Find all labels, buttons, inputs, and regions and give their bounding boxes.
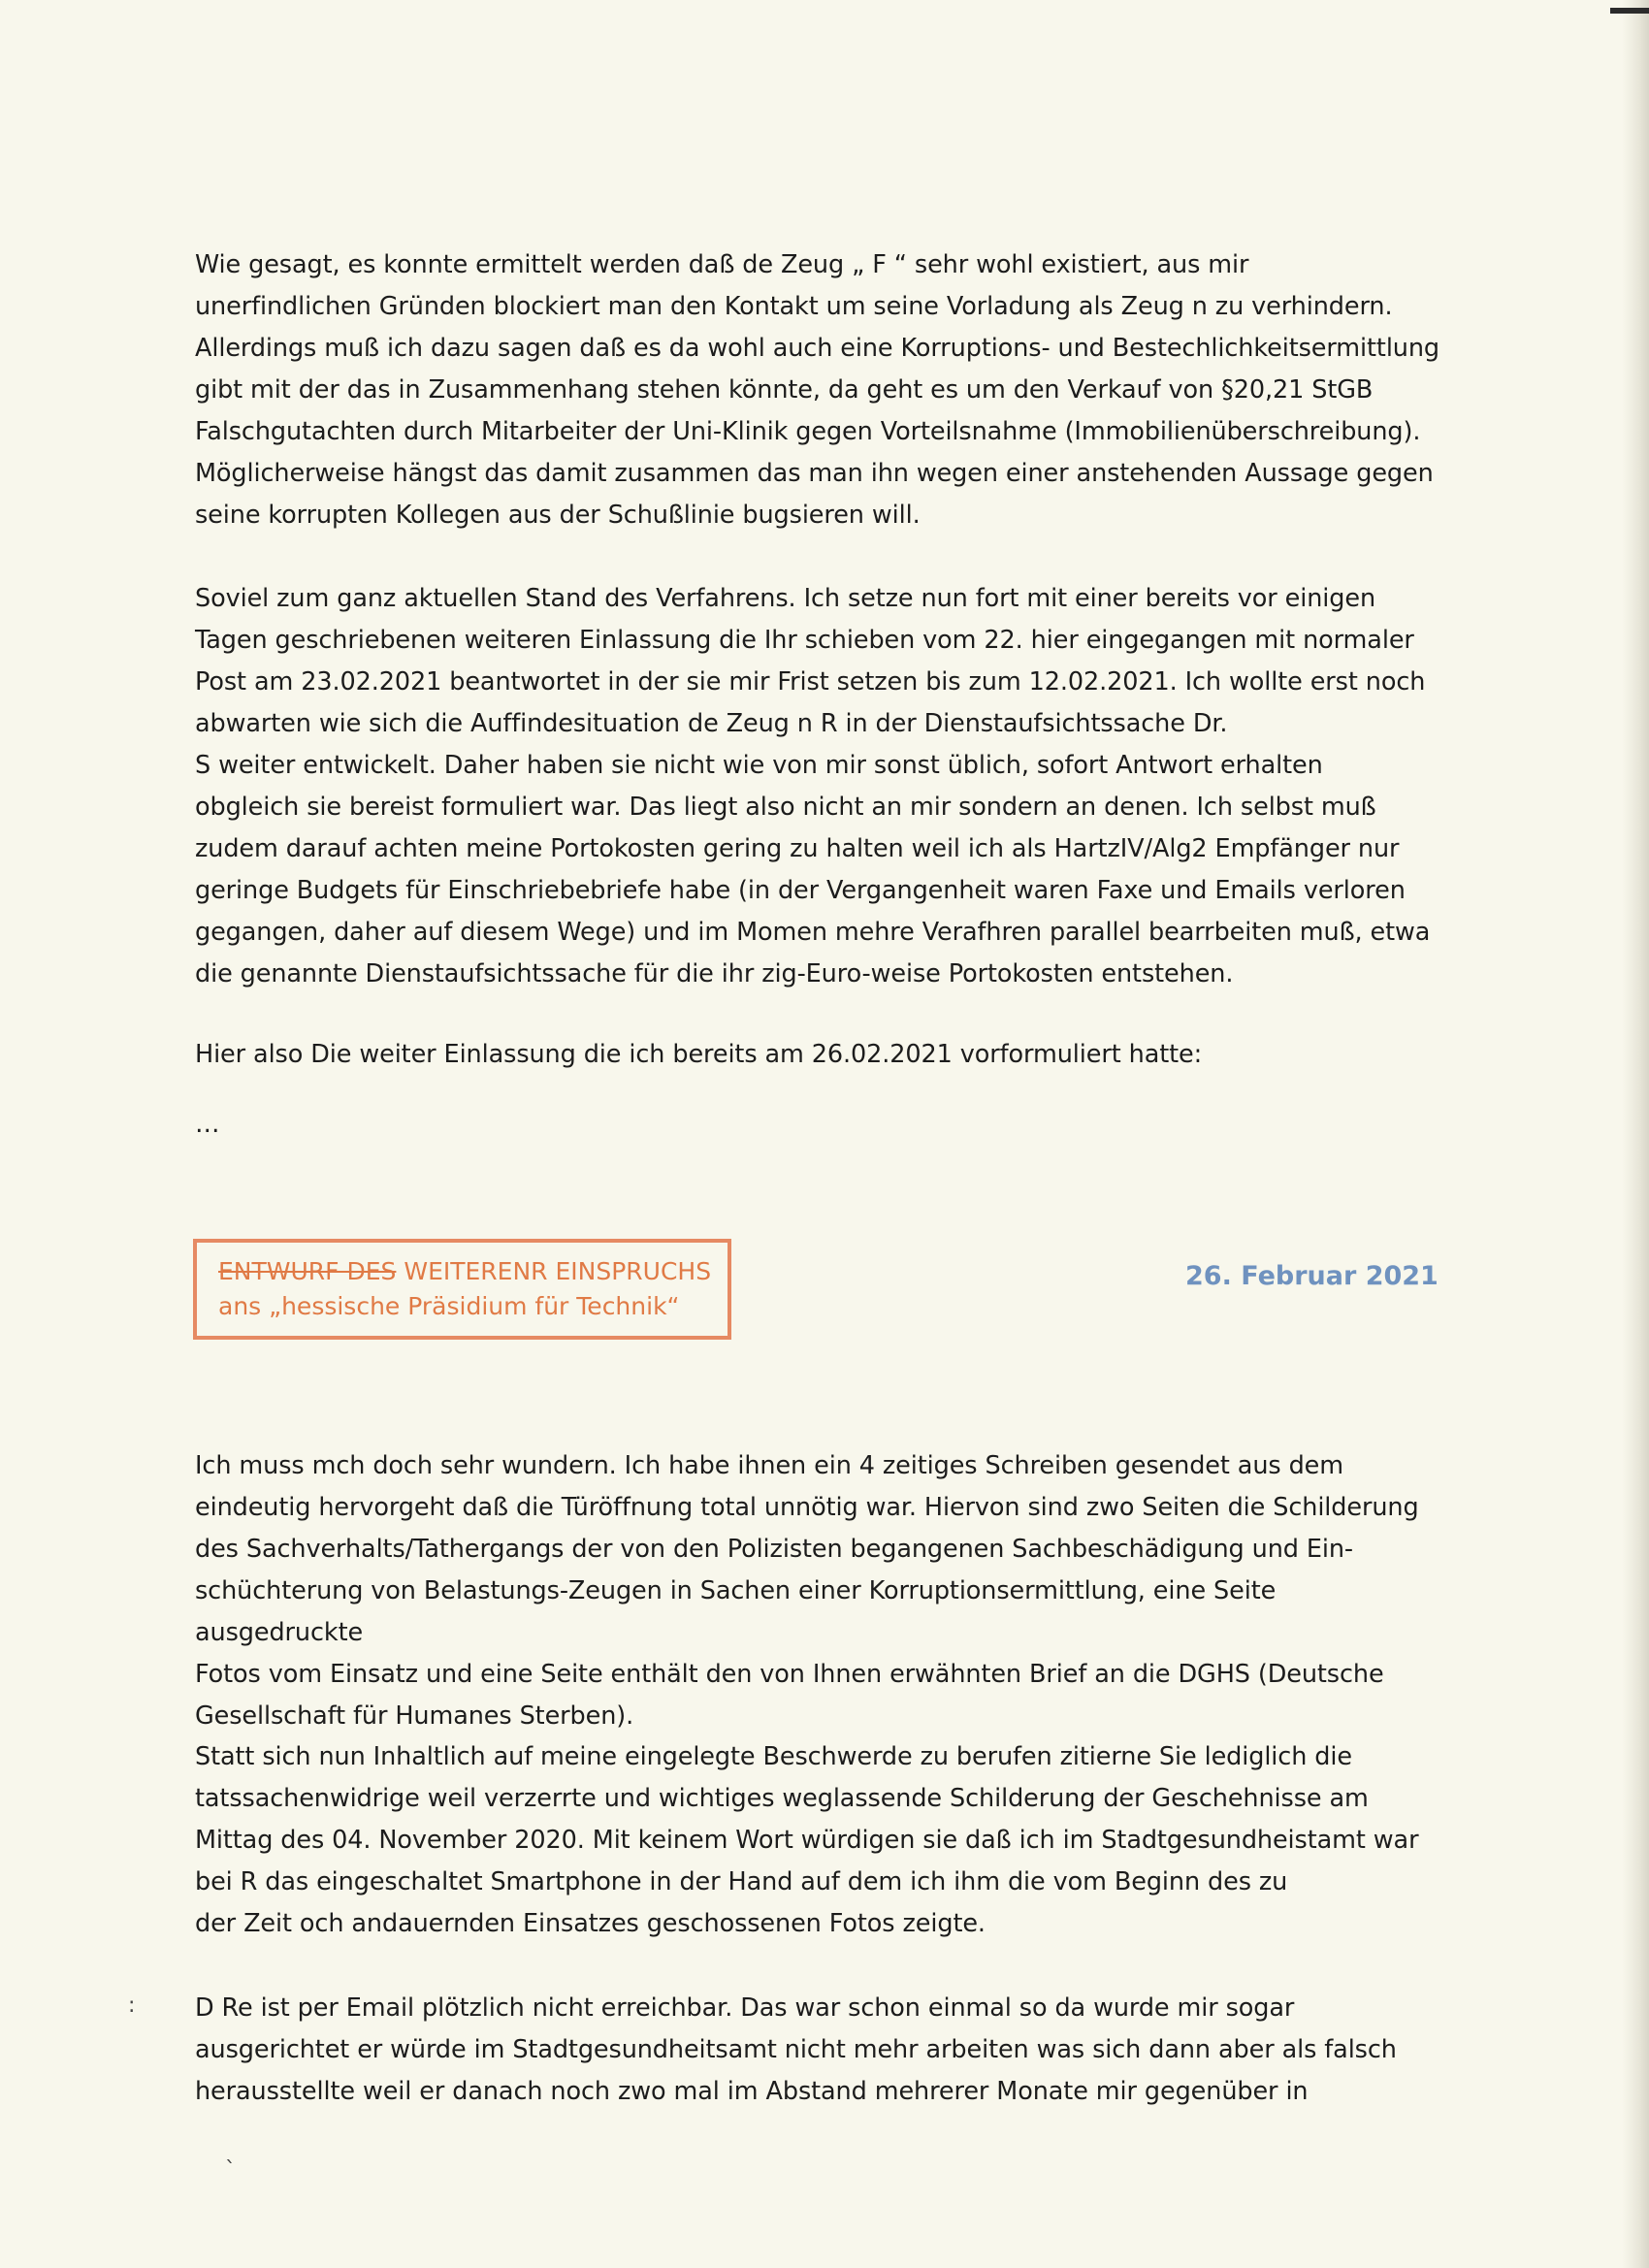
paragraph-5: Statt sich nun Inhaltlich auf meine eingelegte Beschwerde zu berufen zitierne Sie lediglich die tatssachenwidrige weil verzerrte und wichtiges weglassende Schilderung der Geschehnisse am Mittag des 04. November 2020. Mit keinem Wort würdigen sie daß ich im Stadtgesundheistamt war bei R das eingeschaltet Smartphone in der Hand auf dem ich ihm die vom Beginn des zu der Zeit och andauernden Einsatzes geschossenen Fotos zeigte. — [195, 1742, 1419, 1938]
paragraph-4: Ich muss mch doch sehr wundern. Ich habe ihnen ein 4 zeitiges Schreiben gesendet aus dem eindeutig hervorgeht daß die Türöffnung total unnötig war. Hiervon sind zwo Seiten die Schilderung des Sachverhalts/Tathergangs der von den Polizisten begangenen Sachbeschädigung und Ein- schüchterung von Belastungs-Zeugen in Sachen einer Korruptionsermittlung, eine Seite ausgedruckte Fotos vom Einsatz und eine Seite enthält den von Ihnen erwähnten Brief an die DGHS (Deutsche Gesellschaft für Humanes Sterben). — [195, 1451, 1419, 1731]
paragraph-2: Soviel zum ganz aktuellen Stand des Verfahrens. Ich setze nun fort mit einer bereits vor einigen Tagen geschriebenen weiteren Einlassung die Ihr schieben vom 22. hier eingegangen mit normaler Post am 23.02.2021 beantwortet in der sie mir Frist setzen bis zum 12.02.2021. Ich wollte erst noch abwarten wie sich die Auffindesituation de Zeug n R in der Dienstaufsichtssache Dr. S weiter entwickelt. Daher haben sie nicht wie von mir sonst üblich, sofort Antwort erhalten obgleich sie bereist formuliert war. Das liegt also nicht an mir sondern an denen. Ich selbst muß zudem darauf achten meine Portokosten gering zu halten weil ich als HartzIV/Alg2 Empfänger nur geringe Budgets für Einschriebebriefe habe (in der Vergangenheit waren Faxe und Emails verloren gegangen, daher auf diesem Wege) und im Momen mehre Verafhren parallel bearrbeiten muß, etwa die genannte Dienstaufsichtssache für die ihr zig-Euro-weise Portokosten entstehen. — [195, 584, 1431, 988]
paragraph-6: D Re ist per Email plötzlich nicht erreichbar. Das war schon einmal so da wurde mir sogar ausgerichtet er würde im Stadtgesundheitsamt nicht mehr arbeiten was sich dann aber als falsch herausstellte weil er danach noch zwo mal im Abstand mehrerer Monate mir gegenüber in — [195, 1993, 1397, 2106]
ellipsis: … — [195, 1110, 220, 1139]
heading-line-2: ans „hessische Präsidium für Technik“ — [218, 1292, 680, 1320]
paragraph-3: Hier also Die weiter Einlassung die ich bereits am 26.02.2021 vorformuliert hatte: — [195, 1040, 1203, 1069]
scan-speck: ` — [225, 2158, 236, 2183]
heading-main-text: WEITERENR EINSPRUCHS — [396, 1257, 712, 1285]
heading-line-1 — [218, 1254, 728, 1289]
heading-box — [193, 1239, 731, 1340]
letter-date: 26. Februar 2021 — [1185, 1261, 1439, 1291]
heading-strike-text: ENTWURF DES — [218, 1257, 397, 1285]
scan-artifact — [1610, 8, 1649, 14]
paper-edge — [1622, 0, 1649, 2268]
paragraph-1: Wie gesagt, es konnte ermittelt werden daß de Zeug „ F “ sehr wohl existiert, aus mir unerfindlichen Gründen blockiert man den Kontakt um seine Vorladung als Zeug n zu verhindern. Allerdings muß ich dazu sagen daß es da wohl auch eine Korruptions- und Bestechlichkeitsermittlung gibt mit der das in Zusammenhang stehen könnte, da geht es um den Verkauf von §20,21 StGB Falschgutachten durch Mitarbeiter der Uni-Klinik gegen Vorteilsnahme (Immobilienüberschreibung). Möglicherweise hängst das damit zusammen das man ihn wegen einer anstehenden Aussage gegen seine korrupten Kollegen aus der Schußlinie bugsieren will. — [195, 250, 1440, 530]
margin-mark: : — [128, 1993, 136, 2018]
